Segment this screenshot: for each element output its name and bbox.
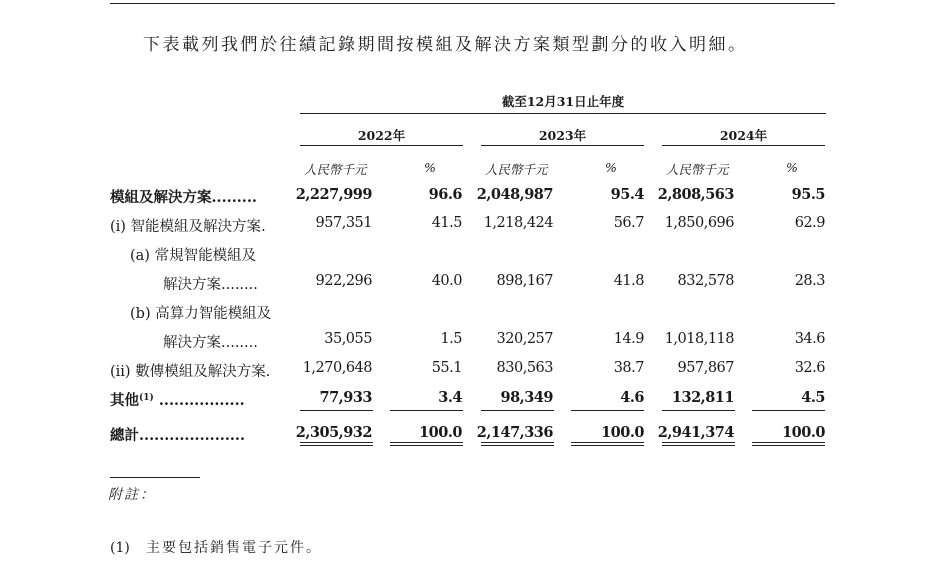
row-label-data-transmission: (ii) 數傳模組及解決方案.: [110, 364, 271, 380]
unit-rmb-2022: 人民幣千元: [304, 162, 367, 177]
cell-others-2023-pct: 4.6: [620, 389, 644, 406]
cell-data-2023-rmb: 830,563: [496, 360, 553, 376]
intro-paragraph: 下表載列我們於往績記錄期間按模組及解決方案類型劃分的收入明細。: [143, 35, 748, 55]
total-double-rule: [390, 442, 463, 446]
cell-total-2022-pct: 100.0: [419, 424, 462, 441]
cell-data-2022-rmb: 1,270,648: [302, 360, 372, 376]
unit-percent-2023: %: [605, 160, 617, 175]
cell-high-compute-2024-pct: 34.6: [794, 331, 825, 347]
row-label-smart-modules: (i) 智能模組及解決方案.: [110, 219, 266, 235]
row-label-high-compute-line1: (b) 高算力智能模組及: [130, 306, 272, 322]
year-rule-2022: [300, 145, 463, 146]
cell-regular-2022-pct: 40.0: [431, 273, 462, 289]
cell-high-compute-2023-rmb: 320,257: [496, 331, 553, 347]
cell-high-compute-2024-rmb: 1,018,118: [664, 331, 734, 347]
period-header-rule: [300, 113, 826, 114]
row-label-regular-smart-line1: (a) 常規智能模組及: [130, 248, 257, 264]
cell-modules-2024-pct: 95.5: [791, 186, 825, 203]
cell-data-2023-pct: 38.7: [613, 360, 644, 376]
row-label-total: 總計.....................: [110, 427, 246, 444]
cell-total-2024-pct: 100.0: [782, 424, 825, 441]
cell-total-2022-rmb: 2,305,932: [295, 424, 372, 441]
subtotal-rule: [390, 410, 463, 411]
cell-modules-2022-pct: 96.6: [428, 186, 462, 203]
top-rule: [110, 3, 835, 4]
cell-others-2022-pct: 3.4: [438, 389, 462, 406]
total-double-rule: [752, 442, 825, 446]
cell-total-2023-rmb: 2,147,336: [476, 424, 553, 441]
footnote-marker: (1): [110, 540, 130, 556]
cell-modules-2022-rmb: 2,227,999: [295, 186, 372, 203]
total-double-rule: [300, 442, 373, 446]
cell-smart-2024-rmb: 1,850,696: [664, 215, 734, 231]
year-header-2023: 2023年: [538, 128, 587, 143]
cell-smart-2024-pct: 62.9: [794, 215, 825, 231]
row-label-modules-solutions: 模組及解決方案.........: [110, 189, 257, 206]
cell-modules-2024-rmb: 2,808,563: [657, 186, 734, 203]
year-rule-2024: [662, 145, 825, 146]
period-header: 截至12月31日止年度: [501, 94, 625, 109]
subtotal-rule: [300, 410, 373, 411]
cell-regular-2022-rmb: 922,296: [315, 273, 372, 289]
subtotal-rule: [481, 410, 554, 411]
cell-data-2022-pct: 55.1: [431, 360, 462, 376]
cell-smart-2022-pct: 41.5: [431, 215, 462, 231]
cell-smart-2023-rmb: 1,218,424: [483, 215, 553, 231]
footnote-item: [110, 537, 322, 557]
total-double-rule: [571, 442, 644, 446]
cell-high-compute-2022-pct: 1.5: [440, 331, 462, 347]
cell-others-2024-rmb: 132,811: [671, 389, 734, 406]
cell-regular-2023-rmb: 898,167: [496, 273, 553, 289]
row-label-regular-smart-line2: 解決方案........: [163, 277, 258, 293]
cell-data-2024-pct: 32.6: [794, 360, 825, 376]
unit-percent-2022: %: [424, 160, 436, 175]
year-header-2024: 2024年: [719, 128, 768, 143]
cell-data-2024-rmb: 957,867: [677, 360, 734, 376]
cell-high-compute-2023-pct: 14.9: [613, 331, 644, 347]
total-double-rule: [662, 442, 735, 446]
cell-smart-2022-rmb: 957,351: [315, 215, 372, 231]
row-label-others: 其他$^{(1)}$ .................: [110, 392, 245, 409]
subtotal-rule: [752, 410, 825, 411]
cell-total-2023-pct: 100.0: [601, 424, 644, 441]
cell-others-2022-rmb: 77,933: [319, 389, 372, 406]
cell-total-2024-rmb: 2,941,374: [657, 424, 734, 441]
unit-rmb-2024: 人民幣千元: [666, 162, 729, 177]
cell-modules-2023-pct: 95.4: [610, 186, 644, 203]
footnote-ref: (1): [139, 393, 154, 403]
footnote-heading: 附註：: [108, 487, 156, 503]
year-header-2022: 2022年: [357, 128, 406, 143]
footnote-divider: [110, 477, 200, 478]
cell-regular-2024-pct: 28.3: [794, 273, 825, 289]
cell-others-2024-pct: 4.5: [801, 389, 825, 406]
unit-percent-2024: %: [786, 160, 798, 175]
unit-rmb-2023: 人民幣千元: [485, 162, 548, 177]
cell-smart-2023-pct: 56.7: [613, 215, 644, 231]
total-double-rule: [481, 442, 554, 446]
subtotal-rule: [662, 410, 735, 411]
year-rule-2023: [481, 145, 644, 146]
cell-regular-2024-rmb: 832,578: [677, 273, 734, 289]
cell-high-compute-2022-rmb: 35,055: [324, 331, 372, 347]
row-label-high-compute-line2: 解決方案........: [163, 335, 258, 351]
footnote-text: 主要包括銷售電子元件。: [146, 540, 322, 556]
cell-others-2023-rmb: 98,349: [500, 389, 553, 406]
cell-modules-2023-rmb: 2,048,987: [476, 186, 553, 203]
subtotal-rule: [571, 410, 644, 411]
cell-regular-2023-pct: 41.8: [613, 273, 644, 289]
